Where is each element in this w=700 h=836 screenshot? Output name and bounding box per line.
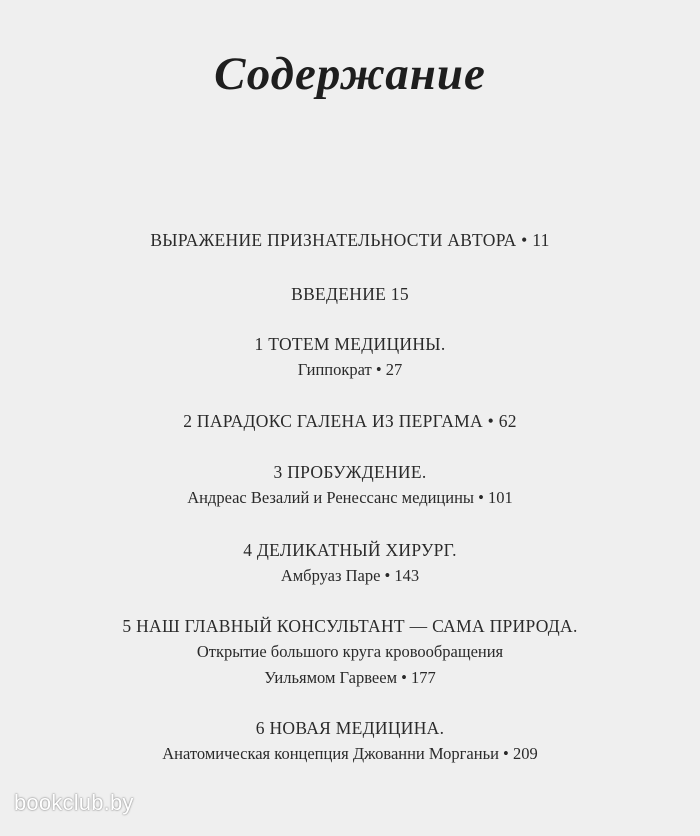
- page-title: Содержание: [214, 48, 486, 100]
- toc-entry-acknowledgements[interactable]: [0, 227, 700, 253]
- toc-entry-subtitle: Андреас Везалий и Ренессанс медицины • 101: [187, 488, 513, 507]
- toc-entry-chapter-3[interactable]: [0, 459, 700, 511]
- watermark: bookclub.by: [14, 790, 134, 815]
- toc-entry-chapter-6[interactable]: [0, 715, 700, 767]
- toc-entry-subtitle: Гиппократ • 27: [297, 360, 403, 379]
- toc-entry-subtitle: Открытие большого круга кровообращения: [196, 642, 504, 661]
- toc-entry-heading: 2 ПАРАДОКС ГАЛЕНА ИЗ ПЕРГАМА • 62: [183, 411, 517, 431]
- toc-entry-heading: 5 НАШ ГЛАВНЫЙ КОНСУЛЬТАНТ — САМА ПРИРОДА.: [122, 616, 578, 636]
- toc-entry-introduction[interactable]: [0, 281, 700, 307]
- toc-entry-heading: 4 ДЕЛИКАТНЫЙ ХИРУРГ.: [243, 540, 457, 560]
- toc-entry-heading: 1 ТОТЕМ МЕДИЦИНЫ.: [254, 334, 446, 354]
- toc-entry-chapter-2[interactable]: [0, 408, 700, 434]
- toc-entry-subtitle-continued: Уильямом Гарвеем • 177: [264, 668, 436, 687]
- toc-entry-subtitle: Анатомическая концепция Джованни Морганьи • 209: [162, 744, 538, 763]
- toc-entry-chapter-1[interactable]: [0, 331, 700, 383]
- toc-entry-chapter-5[interactable]: [0, 613, 700, 691]
- toc-entry-heading: 6 НОВАЯ МЕДИЦИНА.: [255, 718, 445, 738]
- toc-entry-chapter-4[interactable]: [0, 537, 700, 589]
- toc-entry-heading: 3 ПРОБУЖДЕНИЕ.: [273, 462, 427, 482]
- toc-entry-subtitle: Амбруаз Паре • 143: [280, 566, 420, 585]
- toc-entry-heading: ВВЕДЕНИЕ 15: [291, 284, 409, 304]
- toc-entry-heading: ВЫРАЖЕНИЕ ПРИЗНАТЕЛЬНОСТИ АВТОРА • 11: [150, 230, 550, 250]
